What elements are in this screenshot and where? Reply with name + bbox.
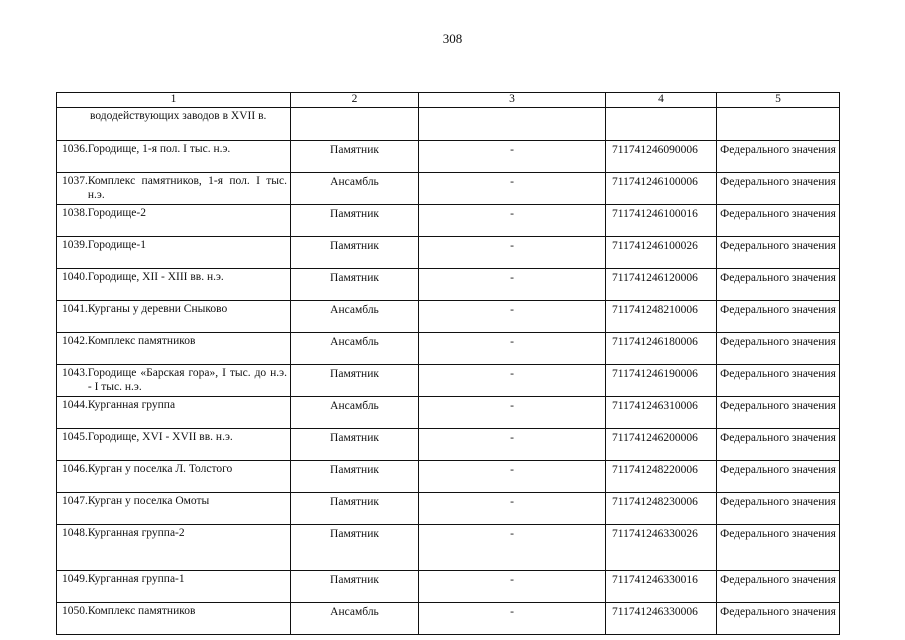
table-row	[57, 269, 840, 301]
cell-registry-code: 711741246190006	[606, 365, 717, 397]
cell-registry-code: 711741246180006	[606, 333, 717, 365]
table-row	[57, 397, 840, 429]
cell-type: Памятник	[291, 571, 419, 603]
cell-dash: -	[419, 603, 606, 635]
cell-registry-code: 711741246330006	[606, 603, 717, 635]
cell-type: Памятник	[291, 525, 419, 571]
cell-type: Памятник	[291, 493, 419, 525]
heritage-table	[56, 92, 840, 635]
table-row	[57, 525, 840, 571]
table-row	[57, 603, 840, 635]
row-number: 1039.	[62, 239, 88, 251]
column-header-2: 2	[291, 93, 419, 108]
cell-dash: -	[419, 205, 606, 237]
cell-name	[57, 301, 291, 333]
cell-dash: -	[419, 397, 606, 429]
object-name: Городище, XVI - XVII вв. н.э.	[87, 431, 233, 443]
column-header-5: 5	[717, 93, 840, 108]
cell-type: Памятник	[291, 237, 419, 269]
cell-empty	[419, 108, 606, 141]
cell-type: Памятник	[291, 269, 419, 301]
table-body	[57, 108, 840, 635]
cell-name	[57, 397, 291, 429]
object-name: Комплекс памятников	[87, 605, 196, 617]
cell-dash: -	[419, 237, 606, 269]
table-row	[57, 141, 840, 173]
cell-empty	[717, 108, 840, 141]
cell-type: Памятник	[291, 461, 419, 493]
header-row	[57, 93, 840, 108]
object-name: Городище-2	[87, 207, 146, 219]
cell-dash: -	[419, 269, 606, 301]
cell-name	[57, 108, 291, 141]
cell-dash: -	[419, 571, 606, 603]
row-number: 1043.	[62, 367, 88, 379]
table-row	[57, 429, 840, 461]
cell-dash: -	[419, 301, 606, 333]
row-number: 1049.	[62, 573, 88, 585]
object-name: Курган у поселка Омоты	[87, 495, 210, 507]
cell-significance: Федерального значения	[717, 173, 840, 205]
cell-significance: Федерального значения	[717, 603, 840, 635]
column-header-1: 1	[57, 93, 291, 108]
cell-dash: -	[419, 429, 606, 461]
row-number: 1048.	[62, 527, 88, 539]
cell-name	[57, 173, 291, 205]
cell-name	[57, 493, 291, 525]
cell-dash: -	[419, 493, 606, 525]
object-name: Курганы у деревни Сныково	[87, 303, 228, 315]
cell-type: Ансамбль	[291, 173, 419, 205]
cell-name	[57, 141, 291, 173]
cell-name	[57, 571, 291, 603]
column-header-3: 3	[419, 93, 606, 108]
cell-type: Ансамбль	[291, 397, 419, 429]
cell-significance: Федерального значения	[717, 237, 840, 269]
cell-name	[57, 429, 291, 461]
cell-registry-code: 711741246330026	[606, 525, 717, 571]
object-name: Курганная группа	[87, 399, 176, 411]
cell-type: Памятник	[291, 141, 419, 173]
cell-significance: Федерального значения	[717, 333, 840, 365]
cell-registry-code: 711741246120006	[606, 269, 717, 301]
object-name: Курганная группа-1	[87, 573, 185, 585]
table-row	[57, 493, 840, 525]
cell-dash: -	[419, 173, 606, 205]
cell-name	[57, 525, 291, 571]
cell-registry-code: 711741248210006	[606, 301, 717, 333]
object-name: Городище, XII - XIII вв. н.э.	[87, 271, 224, 283]
cell-name	[57, 237, 291, 269]
table-row-continuation	[57, 108, 840, 141]
cell-name	[57, 365, 291, 397]
cell-registry-code: 711741246090006	[606, 141, 717, 173]
object-name: Городище-1	[87, 239, 146, 251]
cell-name	[57, 333, 291, 365]
column-header-4: 4	[606, 93, 717, 108]
cell-dash: -	[419, 365, 606, 397]
object-name: Курганная группа-2	[87, 527, 185, 539]
table-row	[57, 205, 840, 237]
row-number: 1044.	[62, 399, 88, 411]
cell-significance: Федерального значения	[717, 205, 840, 237]
cell-empty	[291, 108, 419, 141]
cell-significance: Федерального значения	[717, 301, 840, 333]
cell-type: Ансамбль	[291, 333, 419, 365]
row-number: 1040.	[62, 271, 88, 283]
cell-dash: -	[419, 461, 606, 493]
table-row	[57, 237, 840, 269]
cell-registry-code: 711741246330016	[606, 571, 717, 603]
cell-significance: Федерального значения	[717, 141, 840, 173]
cell-significance: Федерального значения	[717, 461, 840, 493]
cell-type: Ансамбль	[291, 603, 419, 635]
cell-name	[57, 603, 291, 635]
table-row	[57, 365, 840, 397]
table-row	[57, 461, 840, 493]
row-number: 1036.	[62, 143, 88, 155]
cell-dash: -	[419, 333, 606, 365]
page-number: 308	[442, 31, 463, 46]
cell-significance: Федерального значения	[717, 571, 840, 603]
cell-significance: Федерального значения	[717, 493, 840, 525]
row-number: 1050.	[62, 605, 88, 617]
row-number: 1045.	[62, 431, 88, 443]
cell-type: Памятник	[291, 205, 419, 237]
cell-significance: Федерального значения	[717, 365, 840, 397]
row-number: 1038.	[62, 207, 88, 219]
row-number: 1041.	[62, 303, 88, 315]
object-name: Городище, 1-я пол. I тыс. н.э.	[87, 143, 231, 155]
cell-registry-code: 711741248230006	[606, 493, 717, 525]
table-row	[57, 571, 840, 603]
cell-empty	[606, 108, 717, 141]
cell-dash: -	[419, 141, 606, 173]
cell-type: Памятник	[291, 429, 419, 461]
cell-significance: Федерального значения	[717, 269, 840, 301]
object-name: Курган у поселка Л. Толстого	[87, 463, 233, 475]
cell-significance: Федерального значения	[717, 525, 840, 571]
cell-registry-code: 711741246100016	[606, 205, 717, 237]
continuation-name: вододействующих заводов в XVII в.	[90, 110, 267, 122]
cell-registry-code: 711741246100026	[606, 237, 717, 269]
cell-registry-code: 711741246100006	[606, 173, 717, 205]
cell-registry-code: 711741248220006	[606, 461, 717, 493]
cell-significance: Федерального значения	[717, 429, 840, 461]
object-name: Комплекс памятников, 1-я пол. I тыс. н.э.	[87, 175, 287, 201]
table-row	[57, 333, 840, 365]
cell-type: Памятник	[291, 365, 419, 397]
table-row	[57, 173, 840, 205]
table-row	[57, 301, 840, 333]
row-number: 1046.	[62, 463, 88, 475]
cell-significance: Федерального значения	[717, 397, 840, 429]
cell-name	[57, 461, 291, 493]
cell-dash: -	[419, 525, 606, 571]
cell-registry-code: 711741246200006	[606, 429, 717, 461]
object-name: Городище «Барская гора», I тыс. до н.э. - I тыс. н.э.	[87, 367, 287, 393]
object-name: Комплекс памятников	[87, 335, 196, 347]
cell-name	[57, 269, 291, 301]
cell-registry-code: 711741246310006	[606, 397, 717, 429]
cell-type: Ансамбль	[291, 301, 419, 333]
row-number: 1042.	[62, 335, 88, 347]
row-number: 1037.	[62, 175, 88, 187]
row-number: 1047.	[62, 495, 88, 507]
cell-name	[57, 205, 291, 237]
